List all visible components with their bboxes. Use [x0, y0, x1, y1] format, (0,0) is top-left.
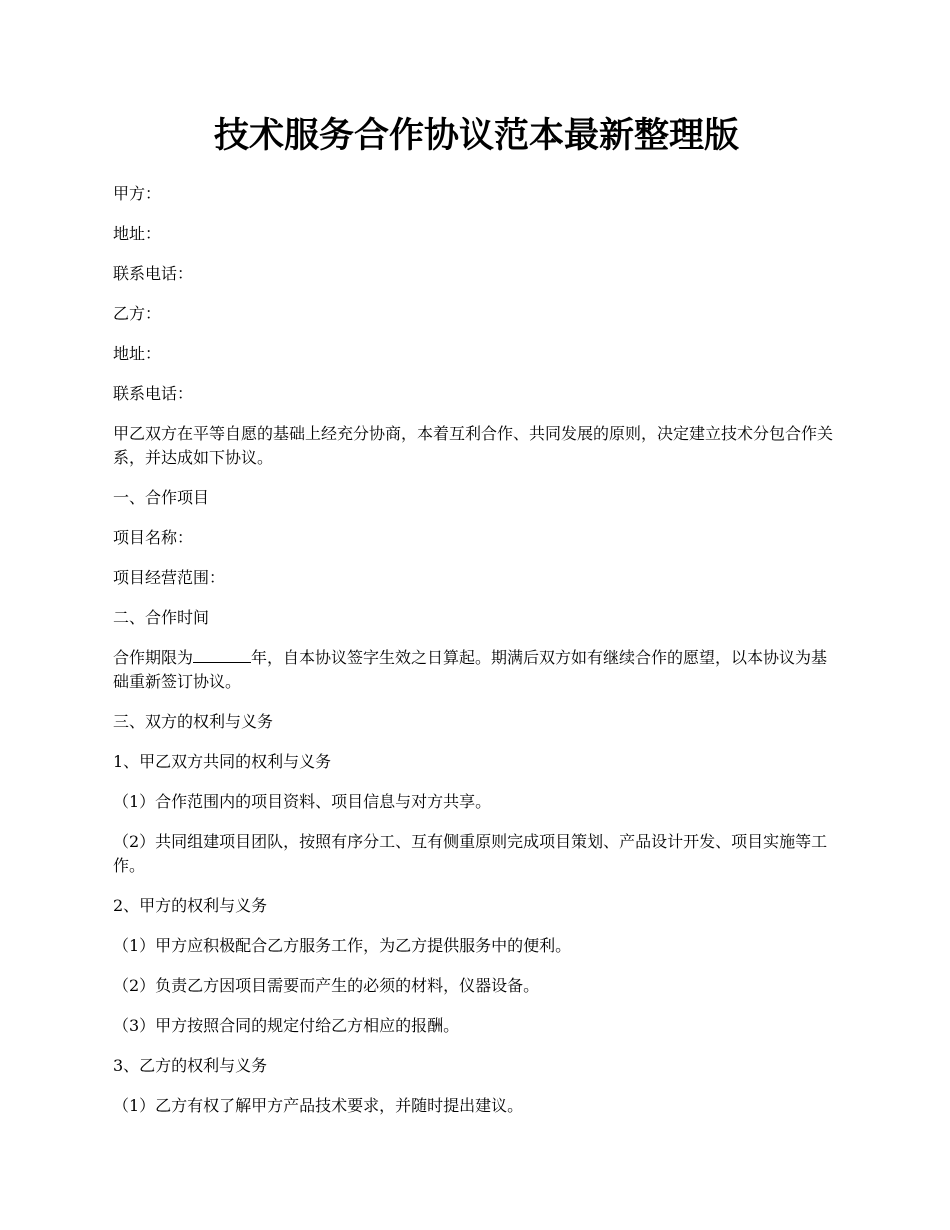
party-b-phone: 联系电话： — [113, 384, 194, 403]
sub1-heading: 1、甲乙双方共同的权利与义务 — [113, 752, 332, 771]
party-a-phone: 联系电话： — [113, 264, 194, 283]
sub1-item: （2）共同组建项目团队，按照有序分工、互有侧重原则完成项目策划、产品设计开发、项目实施等工作。 — [113, 832, 828, 875]
section3-heading: 三、双方的权利与义务 — [113, 712, 274, 731]
party-b-address: 地址： — [113, 344, 162, 363]
term-suffix: 年，自本协议签字生效之日算起。期满后双方如有继续合作的愿望，以本协议为基础重新签订协议。 — [113, 648, 828, 691]
sub3-heading: 3、乙方的权利与义务 — [113, 1056, 268, 1075]
sub2-item: （2）负责乙方因项目需要而产生的必须的材料，仪器设备。 — [113, 976, 540, 995]
section2-heading: 二、合作时间 — [113, 608, 210, 627]
term-years-blank — [193, 646, 251, 663]
sub3-item: （1）乙方有权了解甲方产品技术要求，并随时提出建议。 — [113, 1096, 524, 1115]
document-title: 技术服务合作协议范本最新整理版 — [213, 115, 739, 156]
sub2-item: （1）甲方应积极配合乙方服务工作，为乙方提供服务中的便利。 — [113, 936, 572, 955]
sub2-item: （3）甲方按照合同的规定付给乙方相应的报酬。 — [113, 1016, 460, 1035]
section1-heading: 一、合作项目 — [113, 488, 210, 507]
term-prefix: 合作期限为 — [113, 648, 194, 667]
project-scope-field: 项目经营范围： — [113, 568, 226, 587]
intro-paragraph: 甲乙双方在平等自愿的基础上经充分协商，本着互利合作、共同发展的原则，决定建立技术分包合作关系，并达成如下协议。 — [113, 424, 834, 467]
term-paragraph — [113, 646, 840, 694]
party-b-name: 乙方： — [113, 304, 162, 323]
project-name-field: 项目名称： — [113, 528, 194, 547]
party-a-address: 地址： — [113, 224, 162, 243]
sub1-item: （1）合作范围内的项目资料、项目信息与对方共享。 — [113, 792, 492, 811]
sub2-heading: 2、甲方的权利与义务 — [113, 896, 268, 915]
party-a-name: 甲方： — [113, 184, 162, 203]
